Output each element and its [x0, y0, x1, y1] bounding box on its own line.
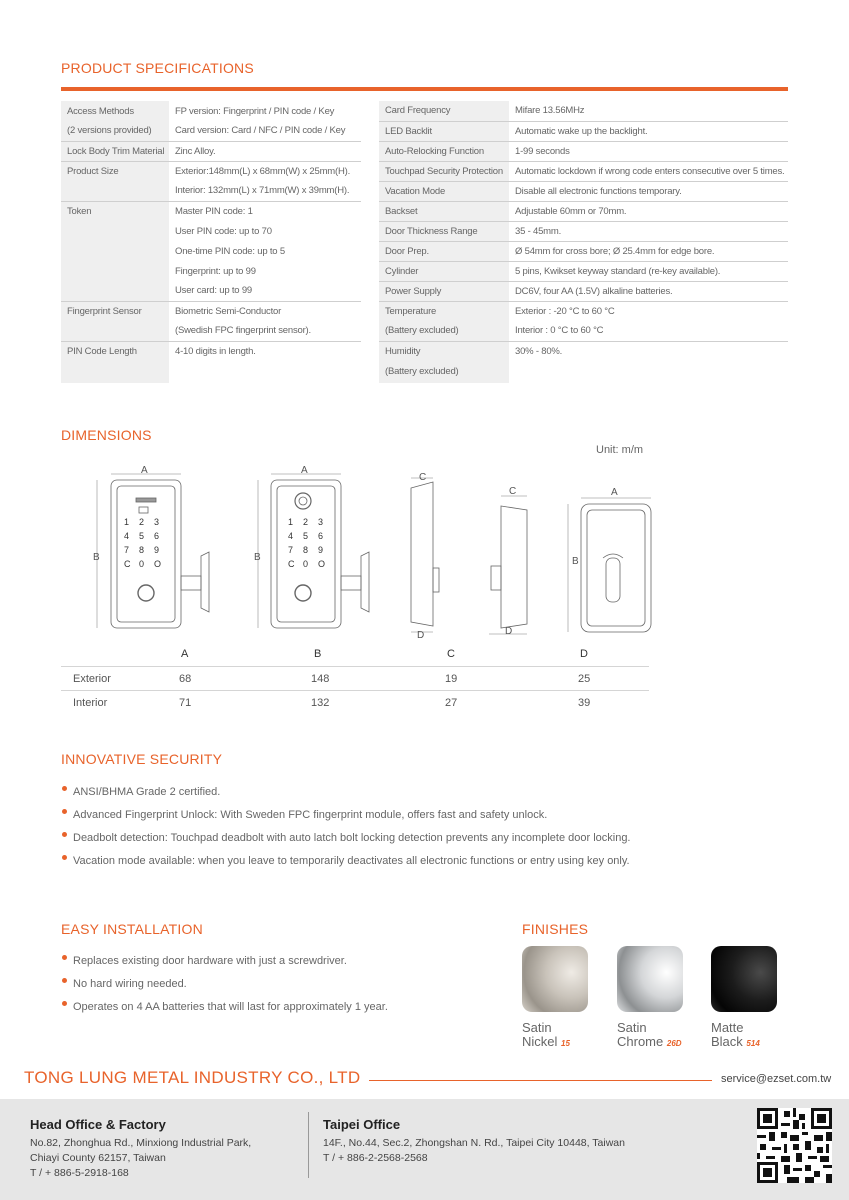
- spec-label: (Battery excluded): [379, 361, 509, 381]
- spec-row: [61, 241, 361, 261]
- spec-value: [509, 361, 788, 381]
- spec-label: Auto-Relocking Function: [379, 141, 509, 161]
- installation-heading: EASY INSTALLATION: [61, 921, 203, 937]
- spec-value: Exterior:148mm(L) x 68mm(W) x 25mm(H).: [169, 161, 361, 181]
- spec-row: [61, 181, 361, 201]
- dim-col-c: C: [447, 648, 455, 660]
- spec-label: [61, 361, 169, 381]
- keypad-key: 6: [154, 531, 160, 541]
- finish-label-satin-nickel: Satin Nickel 15: [522, 1020, 570, 1049]
- spec-value: [169, 361, 361, 381]
- list-item: No hard wiring needed.: [61, 973, 388, 996]
- list-item: Vacation mode available: when you leave to temporarily deactivates all electronic functions or entry using key only.: [61, 850, 631, 873]
- list-item: ANSI/BHMA Grade 2 certified.: [61, 781, 631, 804]
- finishes-heading: FINISHES: [522, 921, 589, 937]
- spec-value: Disable all electronic functions temporary.: [509, 181, 788, 201]
- label-d-2: D: [505, 626, 513, 637]
- unit-label: Unit: m/m: [596, 444, 644, 456]
- spec-value: Zinc Alloy.: [169, 141, 361, 161]
- exterior-card-unit-drawing: [97, 474, 209, 628]
- spec-value: 1-99 seconds: [509, 141, 788, 161]
- spec-label: Vacation Mode: [379, 181, 509, 201]
- label-b-2: B: [254, 552, 261, 563]
- spec-row: [61, 361, 361, 381]
- spec-row: [61, 121, 361, 141]
- finish-label-matte-black: Matte Black 514: [711, 1020, 760, 1049]
- spec-value: 4-10 digits in length.: [169, 341, 361, 361]
- spec-label: Access Methods: [61, 101, 169, 121]
- keypad-key: 0: [139, 559, 145, 569]
- spec-value: Automatic wake up the backlight.: [509, 121, 788, 141]
- specs-accent-bar: [61, 87, 788, 91]
- email-link[interactable]: service@ezset.com.tw: [721, 1073, 832, 1085]
- spec-label: LED Backlit: [379, 121, 509, 141]
- keypad-key: 8: [139, 545, 145, 555]
- spec-value: 30% - 80%.: [509, 341, 788, 361]
- label-c-2: C: [509, 486, 517, 497]
- spec-row: [379, 361, 788, 381]
- spec-value: Master PIN code: 1: [169, 201, 361, 221]
- spec-value: Biometric Semi-Conductor: [169, 301, 361, 321]
- finish-swatch-matte-black: [711, 946, 777, 1012]
- list-item: Replaces existing door hardware with just a screwdriver.: [61, 950, 388, 973]
- spec-value: Automatic lockdown if wrong code enters consecutive over 5 times.: [509, 161, 788, 181]
- spec-value: (Swedish FPC fingerprint sensor).: [175, 325, 311, 337]
- spec-value: Interior: 132mm(L) x 71mm(W) x 39mm(H).: [175, 185, 350, 197]
- company-divider: [369, 1080, 712, 1081]
- footer-divider: [308, 1112, 309, 1178]
- spec-row: [379, 201, 788, 221]
- spec-value: User PIN code: up to 70: [175, 225, 272, 237]
- spec-row: [379, 181, 788, 201]
- dim-divider: [61, 666, 649, 667]
- company-name: TONG LUNG METAL INDUSTRY CO., LTD: [24, 1068, 361, 1087]
- spec-label: Power Supply: [379, 281, 509, 301]
- spec-row: [61, 281, 361, 301]
- interior-unit-drawing: [568, 498, 651, 632]
- spec-label: Lock Body Trim Material: [61, 141, 169, 161]
- keypad-key: C: [288, 559, 295, 569]
- spec-label: [61, 181, 169, 201]
- spec-row: [379, 161, 788, 181]
- spec-row: [379, 221, 788, 241]
- list-item: Deadbolt detection: Touchpad deadbolt with auto latch bolt locking detection prevents any incomplete door locking.: [61, 827, 631, 850]
- dimensions-table: [61, 644, 649, 716]
- spec-row: [61, 341, 361, 361]
- spec-label: (2 versions provided): [61, 121, 169, 141]
- keypad-key: 9: [154, 545, 160, 555]
- spec-label: Token: [61, 201, 169, 221]
- list-item: Operates on 4 AA batteries that will last for approximately 1 year.: [61, 996, 388, 1019]
- head-office-title: Head Office & Factory: [30, 1117, 166, 1132]
- installation-list: [61, 950, 388, 1019]
- exterior-fp-unit-drawing: [258, 474, 369, 628]
- spec-label: Touchpad Security Protection: [379, 161, 509, 181]
- dim-row-exterior: Exterior 68 148 19 25: [73, 673, 591, 685]
- spec-value: Exterior : -20 °C to 60 °C: [509, 301, 788, 321]
- spec-table-left: [61, 101, 361, 381]
- innovative-heading: INNOVATIVE SECURITY: [61, 751, 223, 767]
- spec-row: [379, 281, 788, 301]
- keypad-key: 6: [318, 531, 324, 541]
- spec-row: [61, 261, 361, 281]
- spec-value: One-time PIN code: up to 5: [175, 245, 285, 257]
- spec-row: [61, 301, 361, 321]
- spec-label: Humidity: [379, 341, 509, 361]
- spec-value: FP version: Fingerprint / PIN code / Key: [175, 105, 335, 117]
- spec-row: [379, 341, 788, 361]
- spec-row: [379, 101, 788, 121]
- spec-value: Adjustable 60mm or 70mm.: [509, 201, 788, 221]
- finish-swatch-satin-nickel: [522, 946, 588, 1012]
- spec-value: DC6V, four AA (1.5V) alkaline batteries.: [509, 281, 788, 301]
- label-a-1: A: [141, 465, 148, 476]
- finish-label-satin-chrome: Satin Chrome 26D: [617, 1020, 682, 1049]
- dim-col-d: D: [580, 648, 588, 660]
- label-d-1: D: [417, 630, 425, 641]
- dim-header-row: [61, 644, 649, 668]
- spec-row: [61, 201, 361, 221]
- list-item: Advanced Fingerprint Unlock: With Sweden FPC fingerprint module, offers fast and safety unlock.: [61, 804, 631, 827]
- spec-value: Fingerprint: up to 99: [175, 265, 256, 277]
- spec-label: Door Thickness Range: [379, 221, 509, 241]
- keypad-key: 2: [139, 517, 145, 527]
- keypad-key: 4: [124, 531, 130, 541]
- spec-value: Interior : 0 °C to 60 °C: [515, 325, 604, 337]
- spec-label: [61, 241, 169, 261]
- keypad-card-unit: [124, 517, 161, 569]
- spec-row: [61, 321, 361, 341]
- spec-row: [379, 321, 788, 341]
- footer: [0, 1099, 849, 1200]
- label-a-3: A: [611, 487, 618, 498]
- label-b-1: B: [93, 552, 100, 563]
- spec-label: [61, 321, 169, 341]
- keypad-fp-unit: [288, 517, 325, 569]
- keypad-key: 9: [318, 545, 324, 555]
- spec-label: Door Prep.: [379, 241, 509, 261]
- keypad-key: 2: [303, 517, 309, 527]
- spec-row: [379, 301, 788, 321]
- spec-row: [379, 121, 788, 141]
- spec-value: 35 - 45mm.: [509, 221, 788, 241]
- dim-row-interior: Interior 71 132 27 39: [73, 697, 591, 709]
- spec-row: [61, 221, 361, 241]
- keypad-key: 5: [303, 531, 309, 541]
- taipei-office-title: Taipei Office: [323, 1117, 401, 1132]
- label-a-2: A: [301, 465, 308, 476]
- keypad-key: O: [318, 559, 326, 569]
- innovative-list: [61, 781, 631, 873]
- keypad-key: 3: [154, 517, 160, 527]
- spec-label: PIN Code Length: [61, 341, 169, 361]
- dim-divider: [61, 690, 649, 691]
- dimension-drawings: [61, 458, 661, 642]
- spec-row: [379, 241, 788, 261]
- head-office-address: No.82, Zhonghua Rd., Minxiong Industrial Park, Chiayi County 62157, Taiwan T / + 886-5-2918-168: [30, 1137, 252, 1179]
- dim-col-b: B: [314, 648, 322, 660]
- label-b-3: B: [572, 556, 579, 567]
- side-view-exterior-drawing: [411, 478, 439, 632]
- keypad-key: O: [154, 559, 162, 569]
- spec-value: Card version: Card / NFC / PIN code / Key: [175, 125, 346, 137]
- spec-table-right: [379, 101, 788, 381]
- spec-row: [379, 141, 788, 161]
- keypad-key: 5: [139, 531, 145, 541]
- specs-heading: PRODUCT SPECIFICATIONS: [61, 60, 254, 76]
- keypad-key: 0: [303, 559, 309, 569]
- spec-label: (Battery excluded): [379, 321, 509, 341]
- spec-value: User card: up to 99: [175, 285, 252, 297]
- spec-label: Cylinder: [379, 261, 509, 281]
- qr-code-icon[interactable]: [757, 1108, 832, 1183]
- spec-value: Ø 54mm for cross bore; Ø 25.4mm for edge bore.: [509, 241, 788, 261]
- dimensions-heading: DIMENSIONS: [61, 427, 152, 443]
- spec-label: Backset: [379, 201, 509, 221]
- keypad-key: 1: [288, 517, 294, 527]
- spec-label: Card Frequency: [379, 101, 509, 121]
- keypad-key: 7: [288, 545, 294, 555]
- keypad-key: 8: [303, 545, 309, 555]
- keypad-key: 1: [124, 517, 130, 527]
- spec-label: Product Size: [61, 161, 169, 181]
- spec-value: Mifare 13.56MHz: [515, 105, 585, 117]
- spec-value: 5 pins, Kwikset keyway standard (re-key available).: [509, 261, 788, 281]
- spec-label: Temperature: [379, 301, 509, 321]
- spec-label: [61, 221, 169, 241]
- spec-row: [61, 141, 361, 161]
- finish-swatch-satin-chrome: [617, 946, 683, 1012]
- dim-col-a: A: [181, 648, 189, 660]
- taipei-office-address: 14F., No.44, Sec.2, Zhongshan N. Rd., Taipei City 10448, Taiwan T / + 886-2-2568-2568: [323, 1137, 625, 1164]
- spec-row: [61, 161, 361, 181]
- keypad-key: 4: [288, 531, 294, 541]
- keypad-key: 7: [124, 545, 130, 555]
- spec-label: Fingerprint Sensor: [61, 301, 169, 321]
- label-c-1: C: [419, 472, 427, 483]
- spec-label: [61, 261, 169, 281]
- spec-label: [61, 281, 169, 301]
- keypad-key: C: [124, 559, 131, 569]
- spec-row: [379, 261, 788, 281]
- keypad-key: 3: [318, 517, 324, 527]
- spec-row: [61, 101, 361, 121]
- side-view-interior-drawing: [489, 496, 527, 634]
